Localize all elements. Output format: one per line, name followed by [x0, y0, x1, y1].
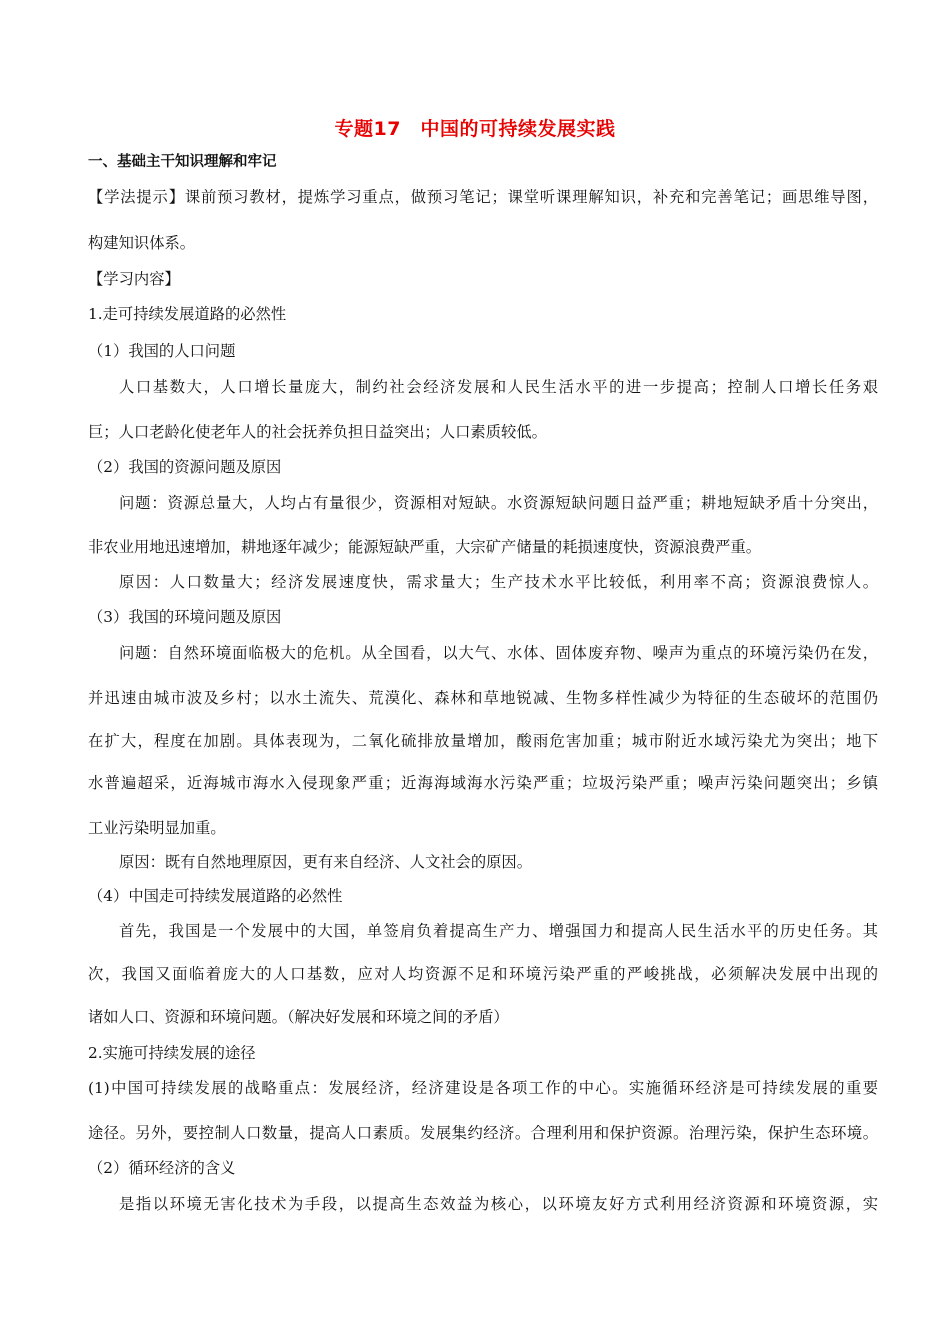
paragraph-line: 原因：既有自然地理原因，更有来自经济、人文社会的原因。 [119, 853, 533, 871]
paragraph-line: 途径。另外，要控制人口数量，提高人口素质。发展集约经济。合理利用和保护资源。治理污染，保护生态环境。 [88, 1124, 878, 1142]
section-heading: 一、基础主干知识理解和牢记 [88, 154, 277, 170]
paragraph-line: 诸如人口、资源和环境问题。（解决好发展和环境之间的矛盾） [88, 1008, 509, 1026]
subheading: 1.走可持续发展道路的必然性 [88, 305, 287, 323]
subheading: 2.实施可持续发展的途径 [88, 1044, 256, 1062]
subheading: （2）循环经济的含义 [88, 1159, 236, 1177]
paragraph-line: 原因：人口数量大；经济发展速度快，需求量大；生产技术水平比较低，利用率不高；资源浪费惊人。 [119, 573, 878, 591]
subheading: 【学习内容】 [88, 270, 180, 288]
subheading: （2）我国的资源问题及原因 [88, 458, 282, 476]
paragraph-line: 人口基数大，人口增长量庞大，制约社会经济发展和人民生活水平的进一步提高；控制人口增长任务艰 [119, 378, 878, 396]
paragraph-line: (1)中国可持续发展的战略重点：发展经济，经济建设是各项工作的中心。实施循环经济是可持续发展的重要 [88, 1079, 878, 1097]
paragraph-line: 并迅速由城市波及乡村；以水土流失、荒漠化、森林和草地锐减、生物多样性减少为特征的生态破坏的范围仍 [88, 689, 878, 707]
paragraph-line: 问题：资源总量大，人均占有量很少，资源相对短缺。水资源短缺问题日益严重；耕地短缺矛盾十分突出， [119, 494, 878, 512]
paragraph-line: 构建知识体系。 [88, 234, 196, 252]
paragraph-line: 问题：自然环境面临极大的危机。从全国看，以大气、水体、固体废弃物、噪声为重点的环境污染仍在发， [119, 644, 878, 662]
paragraph-line: 水普遍超采，近海城市海水入侵现象严重；近海海域海水污染严重；垃圾污染严重；噪声污染问题突出；乡镇 [88, 774, 878, 792]
subheading: （3）我国的环境问题及原因 [88, 608, 282, 626]
paragraph-line: 巨；人口老龄化使老年人的社会抚养负担日益突出；人口素质较低。 [88, 423, 547, 441]
paragraph-line: 在扩大，程度在加剧。具体表现为，二氧化硫排放量增加，酸雨危害加重；城市附近水域污染尤为突出；地下 [88, 732, 878, 750]
paragraph-line: 次，我国又面临着庞大的人口基数，应对人均资源不足和环境污染严重的严峻挑战，必须解决发展中出现的 [88, 965, 878, 983]
subheading: （1）我国的人口问题 [88, 342, 236, 360]
page-title: 专题17 中国的可持续发展实践 [334, 118, 616, 140]
paragraph-line: 【学法提示】课前预习教材，提炼学习重点，做预习笔记；课堂听课理解知识，补充和完善笔记；画思维导图， [88, 188, 878, 206]
paragraph-line: 是指以环境无害化技术为手段，以提高生态效益为核心，以环境友好方式利用经济资源和环境资源，实 [119, 1195, 878, 1213]
paragraph-line: 工业污染明显加重。 [88, 819, 226, 837]
paragraph-line: 首先，我国是一个发展中的大国，单签肩负着提高生产力、增强国力和提高人民生活水平的历史任务。其 [119, 922, 878, 940]
paragraph-line: 非农业用地迅速增加，耕地逐年减少；能源短缺严重，大宗矿产储量的耗损速度快，资源浪费严重。 [88, 538, 762, 556]
subheading: （4）中国走可持续发展道路的必然性 [88, 887, 343, 905]
